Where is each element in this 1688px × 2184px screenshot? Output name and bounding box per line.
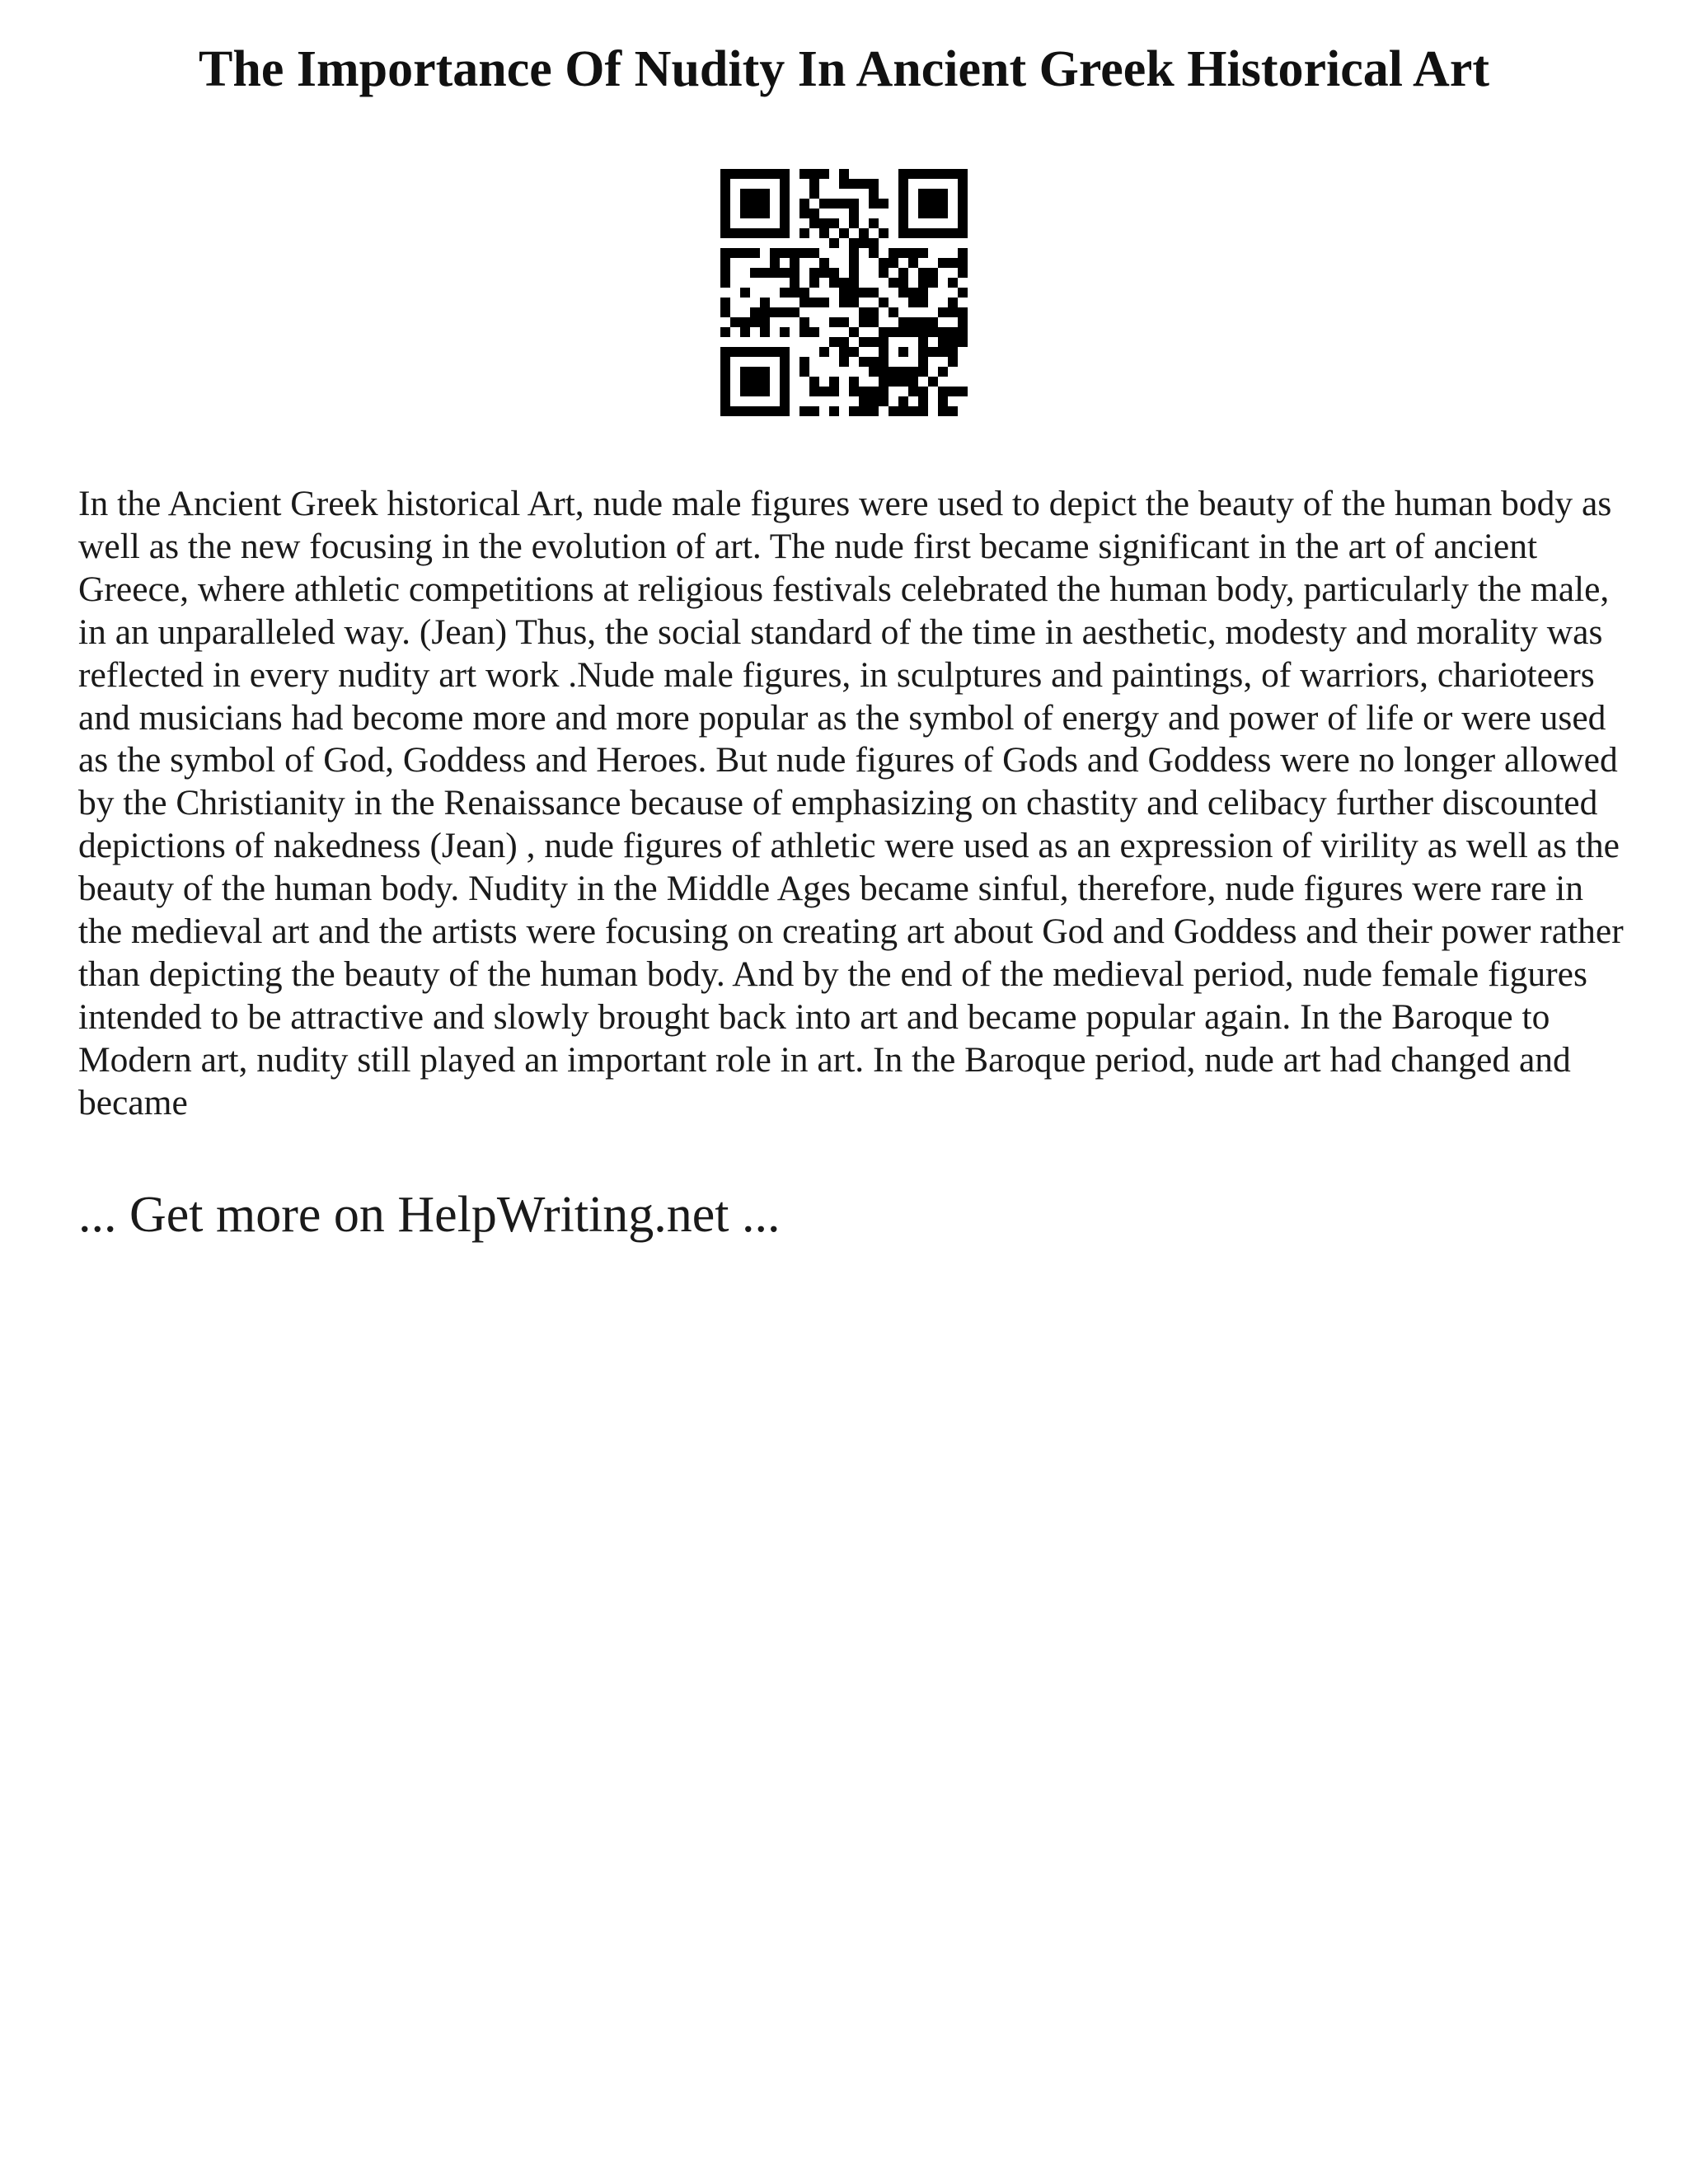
qr-code-icon — [720, 169, 968, 416]
body-paragraph: In the Ancient Greek historical Art, nude male figures were used to depict the beauty of the human body as well as the new focusing in the evolution of art. The nude first became significant in the art of ancient Greece, where athletic competitions at religious festivals celebrated the human body, particularly the male, in an unparalleled way. (Jean) Thus, the social standard of the time in aesthetic, modesty and morality was reflected in every nudity art work .Nude male figures, in sculptures and paintings, of warriors, charioteers and musicians had become more and more popular as the symbol of energy and power of life or were used as the symbol of God, Goddess and Heroes. But nude figures of Gods and Goddess were no longer allowed by the Christianity in the Renaissance because of emphasizing on chastity and celibacy further discounted depictions of nakedness (Jean) , nude figures of athletic were used as an expression of virility as well as the beauty of the human body. Nudity in the Middle Ages became sinful, therefore, nude figures were rare in the medieval art and the artists were focusing on creating art about God and Goddess and their power rather than depicting the beauty of the human body. And by the end of the medieval period, nude female figures intended to be attractive and slowly brought back into art and became popular again. In the Baroque to Modern art, nudity still played an important role in art. In the Baroque period, nude art had changed and became — [78, 484, 1624, 1122]
get-more-link-text[interactable]: ... Get more on HelpWriting.net ... — [78, 1187, 781, 1243]
page-title: The Importance Of Nudity In Ancient Greek Historical Art — [199, 41, 1489, 97]
